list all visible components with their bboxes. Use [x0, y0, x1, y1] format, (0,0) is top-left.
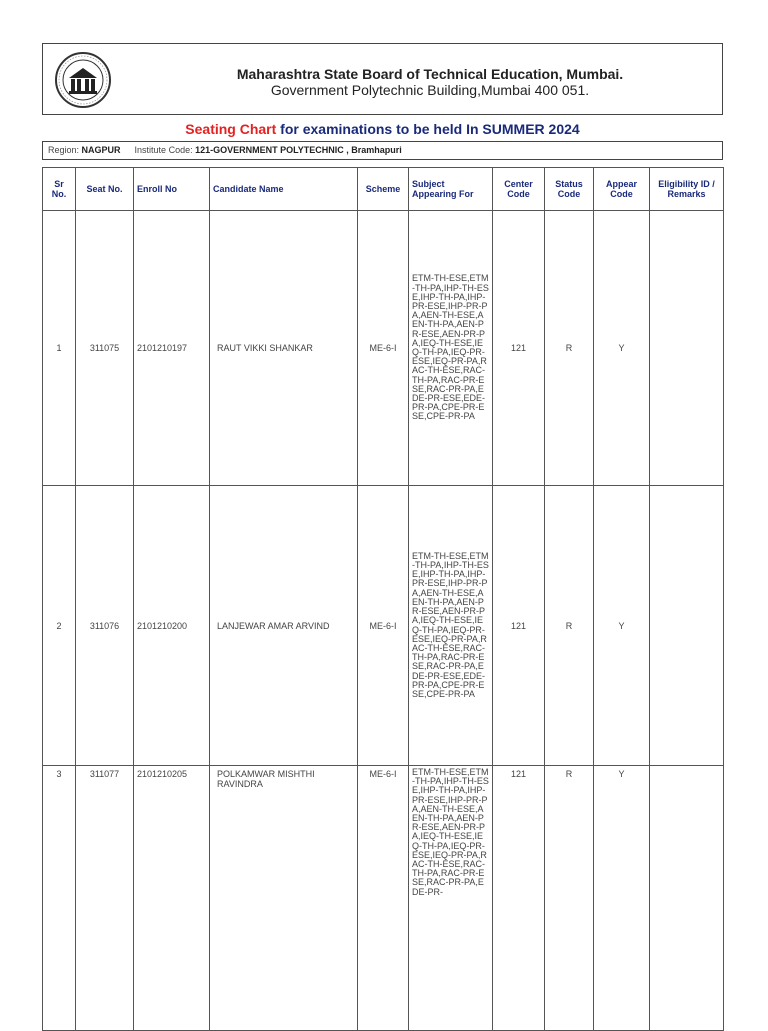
col-header-subject: Subject Appearing For [409, 168, 493, 211]
cell-name: LANJEWAR AMAR ARVIND [210, 486, 358, 766]
region-value: NAGPUR [81, 145, 121, 155]
cell-enroll: 2101210205 [134, 766, 210, 1031]
seating-chart-title [42, 121, 723, 137]
cell-center: 121 [493, 766, 545, 1031]
cell-name: RAUT VIKKI SHANKAR [210, 211, 358, 486]
cell-scheme: ME-6-I [358, 766, 409, 1031]
cell-appear: Y [594, 766, 650, 1031]
cell-status: R [545, 766, 594, 1031]
cell-seat: 311075 [76, 211, 134, 486]
col-header-enroll: Enroll No [134, 168, 210, 211]
cell-subject: ETM-TH-ESE,ETM-TH-PA,IHP-TH-ESE,IHP-TH-PA,IHP-PR-ESE,IHP-PR-PA,AEN-TH-ESE,AEN-TH-PA,AEN-PR-ESE,AEN-PR-PA,IEQ-TH-ESE,IEQ-TH-PA,IEQ-PR-ESE,IEQ-PR-PA,RAC-TH-ESE,RAC-TH-PA,RAC-PR-ESE,RAC-PR-PA,EDE-PR- [409, 766, 493, 1031]
cell-scheme: ME-6-I [358, 486, 409, 766]
cell-seat: 311076 [76, 486, 134, 766]
org-name: Maharashtra State Board of Technical Education, Mumbai. [236, 66, 624, 82]
cell-scheme: ME-6-I [358, 211, 409, 486]
cell-eligibility [650, 486, 724, 766]
table-row [43, 766, 724, 1031]
col-header-center: Center Code [493, 168, 545, 211]
org-address: Government Polytechnic Building,Mumbai 400 051. [270, 82, 590, 98]
table-row [43, 211, 724, 486]
cell-name: POLKAMWAR MISHTHI RAVINDRA [210, 766, 358, 1031]
cell-appear: Y [594, 211, 650, 486]
table-row [43, 486, 724, 766]
title-exam-session: for examinations to be held In SUMMER 2024 [276, 121, 580, 137]
cell-sr: 2 [43, 486, 76, 766]
cell-appear: Y [594, 486, 650, 766]
cell-center: 121 [493, 211, 545, 486]
cell-enroll: 2101210200 [134, 486, 210, 766]
cell-center: 121 [493, 486, 545, 766]
cell-status: R [545, 211, 594, 486]
document-header [42, 43, 723, 115]
col-header-scheme: Scheme [358, 168, 409, 211]
region-label: Region: [48, 145, 82, 155]
col-header-status: Status Code [545, 168, 594, 211]
seating-table [42, 167, 724, 1031]
institute-label: Institute Code: [134, 145, 196, 155]
cell-enroll: 2101210197 [134, 211, 210, 486]
cell-eligibility [650, 766, 724, 1031]
cell-status: R [545, 486, 594, 766]
cell-sr: 1 [43, 211, 76, 486]
col-header-name: Candidate Name [210, 168, 358, 211]
institute-value: 121-GOVERNMENT POLYTECHNIC , Bramhapuri [195, 145, 402, 155]
col-header-sr: Sr No. [43, 168, 76, 211]
title-seating-chart: Seating Chart [185, 121, 277, 137]
cell-eligibility [650, 211, 724, 486]
col-header-seat: Seat No. [76, 168, 134, 211]
cell-subject: ETM-TH-ESE,ETM-TH-PA,IHP-TH-ESE,IHP-TH-PA,IHP-PR-ESE,IHP-PR-PA,AEN-TH-ESE,AEN-TH-PA,AEN-PR-ESE,AEN-PR-PA,IEQ-TH-ESE,IEQ-TH-PA,IEQ-PR-ESE,IEQ-PR-PA,RAC-TH-ESE,RAC-TH-PA,RAC-PR-ESE,RAC-PR-PA,EDE-PR-ESE,EDE-PR-PA,CPE-PR-ESE,CPE-PR-PA [409, 211, 493, 486]
col-header-appear: Appear Code [594, 168, 650, 211]
region-info-bar [42, 141, 723, 160]
cell-subject: ETM-TH-ESE,ETM-TH-PA,IHP-TH-ESE,IHP-TH-PA,IHP-PR-ESE,IHP-PR-PA,AEN-TH-ESE,AEN-TH-PA,AEN-PR-ESE,AEN-PR-PA,IEQ-TH-ESE,IEQ-TH-PA,IEQ-PR-ESE,IEQ-PR-PA,RAC-TH-ESE,RAC-TH-PA,RAC-PR-ESE,RAC-PR-PA,EDE-PR-ESE,EDE-PR-PA,CPE-PR-ESE,CPE-PR-PA [409, 486, 493, 766]
col-header-eligibility: Eligibility ID / Remarks [650, 168, 724, 211]
table-header-row [43, 168, 724, 211]
cell-sr: 3 [43, 766, 76, 1031]
cell-seat: 311077 [76, 766, 134, 1031]
